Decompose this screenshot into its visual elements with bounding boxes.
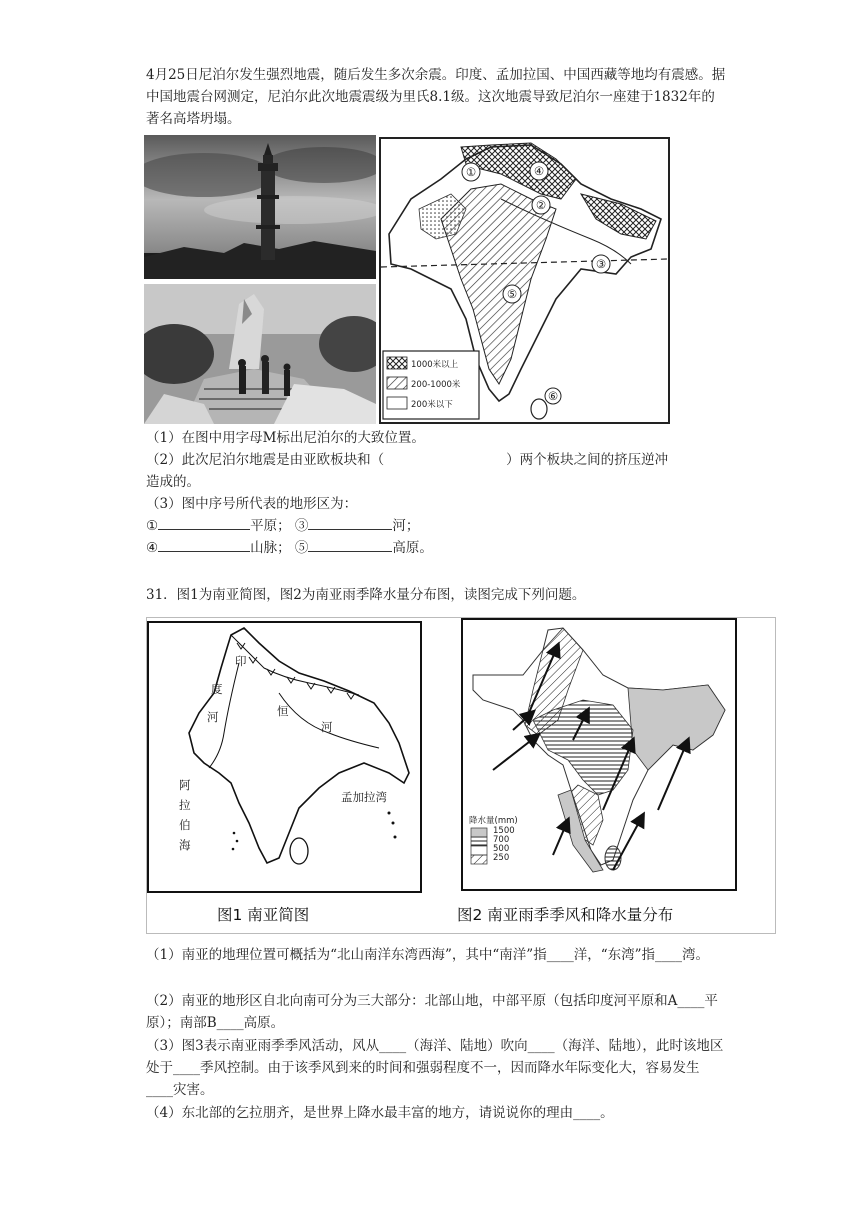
rainfall-700: 700 (493, 835, 510, 845)
marker-3: ③ (595, 257, 607, 271)
fig2-map (461, 618, 737, 891)
rainfall-250: 250 (493, 853, 510, 863)
marker-4: ④ (533, 164, 545, 178)
label-plateau: 高原。 (392, 540, 433, 556)
legend-1000: 1000米以上 (411, 360, 459, 370)
q30-row-1 (146, 515, 419, 537)
fig1-label-du: 度 (211, 682, 223, 696)
fig2-caption: 图2 南亚雨季季风和降水量分布 (457, 906, 674, 924)
blank-mountain-4[interactable] (158, 537, 250, 552)
rainfall-legend (469, 815, 518, 864)
label-plain: 平原； (250, 518, 291, 534)
fig1-label-heng: 恒 (277, 704, 289, 718)
terrain-map (379, 137, 670, 424)
marker-1: ① (465, 165, 477, 179)
fig1-label-he2: 河 (321, 720, 333, 734)
fig1-label-hai: 海 (179, 838, 191, 852)
label-3: ③ (294, 518, 309, 534)
blank-plain-1[interactable] (158, 515, 250, 530)
q31-item-1: （1）南亚的地理位置可概括为“北山南洋东湾西海”，其中“南洋”指____洋，“东湾”指____湾。 (146, 947, 709, 963)
legend-200: 200米以下 (411, 400, 453, 410)
q30-row-2 (146, 537, 433, 559)
label-4: ④ (146, 540, 159, 556)
fig1-label-bay: 孟加拉湾 (341, 790, 387, 804)
label-river: 河； (392, 518, 420, 534)
intro-paragraph: 4月25日尼泊尔发生强烈地震，随后发生多次余震。印度、孟加拉国、中国西藏等地均有震感。据中国地震台网测定，尼泊尔此次地震震级为里氏8.1级。这次地震导致尼泊尔一座建于1832年的著名高塔坍塌。 (146, 67, 726, 127)
rainfall-500: 500 (493, 844, 510, 854)
legend-200-1000: 200-1000米 (411, 380, 461, 390)
q31-item-4: （4）东北部的乞拉朋齐，是世界上降水最丰富的地方，请说说你的理由____。 (146, 1105, 614, 1121)
fig1-label-a: 阿 (179, 778, 191, 792)
collapse-photo (144, 284, 376, 424)
rainfall-1500: 1500 (493, 826, 515, 836)
q31-item-2: （2）南亚的地形区自北向南可分为三大部分：北部山地，中部平原（包括印度河平原和A____平原）；南部B____高原。 (146, 993, 718, 1031)
blank-river-3[interactable] (308, 515, 392, 530)
tower-photo (144, 135, 376, 279)
q31-figure (146, 617, 776, 934)
terrain-legend (383, 351, 479, 419)
q31-title: 31．图1为南亚简图，图2为南亚雨季降水量分布图，读图完成下列问题。 (146, 587, 586, 603)
marker-2: ② (535, 198, 547, 212)
q30-item-2-a: （2）此次尼泊尔地震是由亚欧板块和（ (146, 452, 385, 468)
fig1-label-he1: 河 (207, 710, 219, 724)
q30-item-1: （1）在图中用字母M标出尼泊尔的大致位置。 (146, 430, 425, 446)
label-1: ① (146, 518, 159, 534)
q30-item-2-b: ）两个板块之间的挤压逆冲 (506, 452, 669, 468)
fig1-label-yin: 印 (235, 654, 247, 668)
q30-item-3: （3）图中序号所代表的地形区为： (146, 496, 358, 512)
fig1-label-bo: 伯 (179, 818, 191, 832)
q30-item-2-cont: 造成的。 (146, 474, 200, 490)
marker-5: ⑤ (506, 287, 518, 301)
label-5: ⑤ (294, 540, 309, 556)
fig1-map (147, 621, 422, 893)
q30-item-2 (146, 449, 668, 471)
blank-plateau-5[interactable] (308, 537, 392, 552)
fig1-caption: 图1 南亚简图 (217, 906, 310, 924)
label-mountain: 山脉； (250, 540, 291, 556)
marker-6: ⑥ (547, 389, 559, 403)
q31-item-3: （3）图3表示南亚雨季季风活动，风从____（海洋、陆地）吹向____（海洋、陆地），此时该地区处于____季风控制。由于该季风到来的时间和强弱程度不一，因而降水年际变化大，容易发生____灾害。 (146, 1038, 724, 1098)
rainfall-legend-title: 降水量(mm) (469, 816, 518, 826)
fig1-label-la: 拉 (179, 798, 191, 812)
